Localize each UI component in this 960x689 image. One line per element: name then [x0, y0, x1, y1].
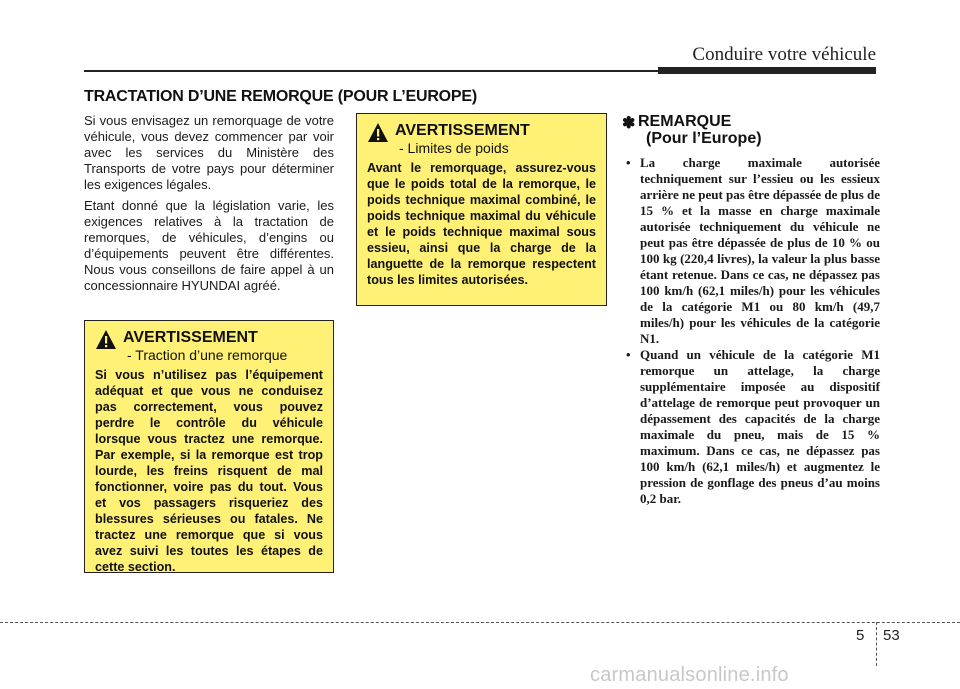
warning-triangle-icon — [367, 122, 389, 144]
warning-body: Si vous n’utilisez pas l’équipement adéquat et que vous ne conduisez pas correctement, vous pouvez perdre le contrôle du véhicule lorsque vous tractez une remorque. Par exemple, si la remorque est trop lourde, les freins risquent de mal fonctionner, voire pas du tout. Vous et vos passagers risqueriez des blessures sérieuses ou fatales. Ne tractez une remorque que si vous avez suivi les toutes les étapes de cette section. — [95, 368, 323, 574]
footer-divider — [876, 622, 877, 666]
note-subtitle: (Pour l’Europe) — [646, 130, 762, 147]
intro-paragraph: Etant donné que la législation varie, les exigences relatives à la tractation de remorques, de véhicules, d’engins ou d’équipements peuvent être différentes. Nous vous conseillons de faire appel à un concessionnaire HYUNDAI agréé. — [84, 198, 334, 293]
list-item: • Quand un véhicule de la catégorie M1 remorque un attelage, la charge supplémentaire imposée au dispositif d’attelage de remorque peut provoquer un dépassement des capacités de la charge maximale du pneu, mais de 15 % maximum. Dans ce cas, ne dépassez pas 100 km/h (62,1 miles/h) et augmentez le pression de gonflage des pneus d’au moins 0,2 bar. — [622, 347, 880, 507]
intro-paragraph: Si vous envisagez un remorquage de votre véhicule, vous devez commencer par voir avec les services du Ministère des Transports de votre pays pour déterminer les exigences légales. — [84, 113, 334, 192]
list-item: • La charge maximale autorisée techniquement sur l’essieu ou les essieux arrière ne peut pas être dépassée de plus de 15 % et la masse en charge maximale autorisée techniquement du véhicule ne peut pas être dépassée de plus de 10 % ou 100 kg (220,4 livres), la valeur la plus basse étant retenue. Dans ce cas, ne dépassez pas 100 km/h (62,1 miles/h) pour les véhicules de la catégorie M1 ou 80 km/h (49,7 miles/h) pour les véhicules de la catégorie N1. — [622, 155, 880, 347]
footer-rule — [0, 622, 960, 623]
warning-title: AVERTISSEMENT — [395, 122, 530, 139]
warning-box-traction — [84, 320, 334, 573]
warning-triangle-icon — [95, 329, 117, 351]
note-block — [622, 113, 880, 507]
chapter-number: 5 — [856, 627, 865, 644]
warning-subtitle: - Traction d’une remorque — [127, 347, 288, 363]
chapter-title: Conduire votre véhicule — [692, 44, 876, 65]
watermark: carmanualsonline.info — [590, 664, 789, 686]
note-star-icon: ✽ — [622, 115, 636, 132]
warning-title: AVERTISSEMENT — [123, 329, 258, 346]
header-rule-thick — [658, 67, 876, 74]
warning-body: Avant le remorquage, assurez-vous que le poids total de la remorque, le poids technique maximal combiné, le poids technique maximal du véhicule et le poids technique maximal sous essieu, ainsi que la charge de la languette de la remorque respectent tous les limites autorisées. — [367, 161, 596, 287]
page-number: 53 — [883, 627, 900, 644]
section-title: TRACTATION D’UNE REMORQUE (POUR L’EUROPE) — [84, 88, 477, 105]
warning-box-weight — [356, 113, 607, 306]
warning-subtitle: - Limites de poids — [399, 140, 509, 156]
header-rule — [84, 70, 658, 72]
note-list — [622, 155, 880, 507]
intro-text — [84, 113, 334, 299]
note-title: REMARQUE — [638, 113, 732, 130]
